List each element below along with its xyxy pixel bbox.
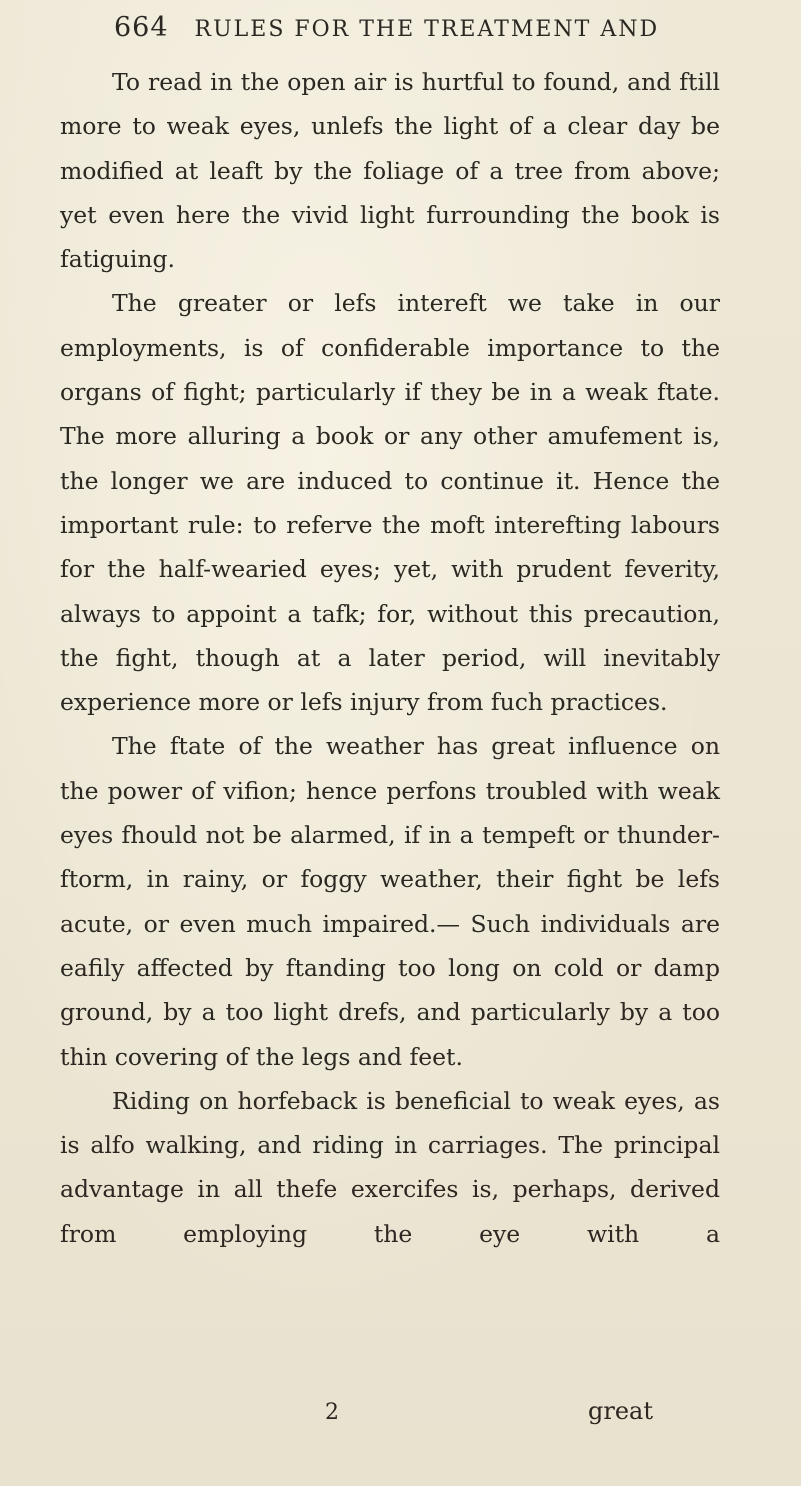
page-number: 664 [114, 12, 169, 43]
running-title: RULES FOR THE TREATMENT AND [194, 17, 660, 42]
paragraph-interest-in-employment: The greater or lefs intereft we take in our employments, is of confiderable importance to the organs of fight; particularly if they be in a weak ftate. The more alluring a book or any other amufement is, the longer we are induced to continue it. Hence the important rule: to referve the moft interefting labours for the half-wearied eyes; yet, with prudent feverity, always to appoint a tafk; for, without this precaution, the fight, though at a later period, will inevitably experience more or lefs injury from fuch practices. [60, 289, 720, 717]
running-head [114, 12, 754, 52]
body-text [60, 60, 720, 1256]
paragraph-exercise: Riding on horfeback is beneficial to weak eyes, as is alfo walking, and riding in carriages. The principal advantage in all thefe exercifes is, perhaps, derived from employing the eye with a [60, 1086, 720, 1248]
paragraph-weather: The ftate of the weather has great influence on the power of vifion; hence perfons troubled with weak eyes fhould not be alarmed, if in a tempeft or thunder-ftorm, in rainy, or foggy weather, their fight be lefs acute, or even much impaired.— Such individuals are eafily affected by ftanding too long on cold or damp ground, by a too light drefs, and particularly by a too thin covering of the legs and feet. [60, 732, 720, 1071]
paragraph-reading-outdoors: To read in the open air is hurtful to found, and ftill more to weak eyes, unlefs the light of a clear day be modified at leaft by the foliage of a tree from above; yet even here the vivid light furrounding the book is fatiguing. [60, 68, 720, 274]
catchword: great [588, 1397, 653, 1425]
signature-mark: 2 [325, 1400, 339, 1425]
